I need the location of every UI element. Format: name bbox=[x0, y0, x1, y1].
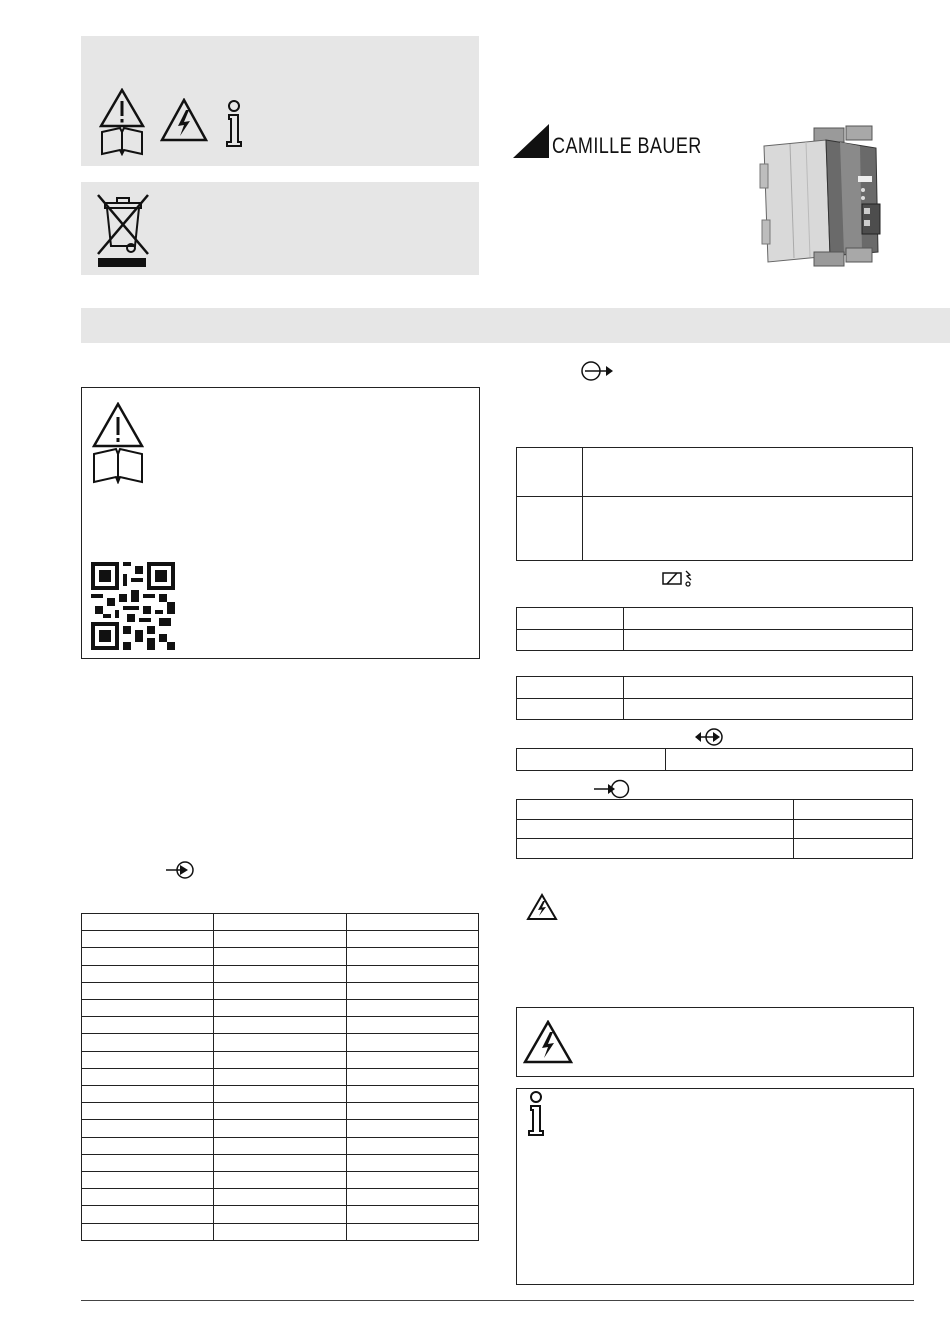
table-row bbox=[517, 749, 913, 771]
read-manual-warning-icon bbox=[92, 402, 144, 484]
relay-table-2 bbox=[516, 676, 913, 720]
info-icon bbox=[525, 1091, 547, 1137]
logo-mark bbox=[513, 124, 549, 158]
manual-notice-box bbox=[81, 387, 480, 659]
table-row bbox=[82, 1000, 479, 1017]
high-voltage-warning-icon bbox=[526, 893, 558, 921]
power-input-icon bbox=[594, 778, 630, 800]
table-row bbox=[517, 608, 913, 630]
table-row bbox=[82, 1154, 479, 1171]
table-row bbox=[82, 1051, 479, 1068]
table-row bbox=[82, 1086, 479, 1103]
read-manual-warning-icon bbox=[99, 88, 145, 156]
table-row bbox=[82, 931, 479, 948]
table-row bbox=[517, 698, 913, 720]
output-arrow-icon bbox=[580, 360, 614, 382]
table-row bbox=[82, 914, 479, 931]
qr-code-icon bbox=[91, 562, 175, 650]
interface-table bbox=[516, 748, 913, 771]
table-row bbox=[82, 1189, 479, 1206]
table-row bbox=[82, 965, 479, 982]
high-voltage-warning-icon bbox=[523, 1020, 573, 1064]
table-row bbox=[517, 819, 913, 839]
table-row bbox=[82, 982, 479, 999]
crossed-out-wheelie-bin-icon bbox=[95, 192, 151, 268]
table-row bbox=[82, 1103, 479, 1120]
table-row bbox=[82, 1206, 479, 1223]
bidirectional-arrow-icon bbox=[694, 727, 724, 747]
relay-table bbox=[516, 607, 913, 651]
footer-rule bbox=[81, 1300, 914, 1301]
power-supply-table bbox=[516, 799, 913, 859]
disposal-panel bbox=[81, 182, 479, 275]
table-row bbox=[517, 629, 913, 651]
brand-logo bbox=[513, 124, 713, 160]
product-image bbox=[756, 124, 886, 272]
table-row bbox=[517, 800, 913, 820]
relay-contact-icon bbox=[662, 570, 696, 588]
info-notice-box bbox=[516, 1088, 914, 1285]
title-band bbox=[81, 308, 950, 343]
table-row bbox=[517, 839, 913, 859]
table-row bbox=[82, 948, 479, 965]
output-table bbox=[516, 447, 913, 561]
table-row bbox=[82, 1223, 479, 1240]
high-voltage-warning-box bbox=[516, 1007, 914, 1077]
safety-symbols-panel bbox=[81, 36, 479, 166]
table-row bbox=[82, 1068, 479, 1085]
table-row bbox=[82, 1137, 479, 1154]
table-row bbox=[82, 1172, 479, 1189]
input-ranges-table bbox=[81, 913, 479, 1241]
high-voltage-warning-icon bbox=[160, 98, 208, 142]
table-row bbox=[517, 497, 913, 561]
table-row bbox=[517, 448, 913, 497]
table-row bbox=[82, 1017, 479, 1034]
table-row bbox=[517, 677, 913, 699]
table-row bbox=[82, 1120, 479, 1137]
table-row bbox=[82, 1034, 479, 1051]
info-icon bbox=[223, 100, 245, 148]
brand-name: CAMILLE BAUER bbox=[552, 133, 702, 158]
input-arrow-icon bbox=[166, 860, 196, 880]
